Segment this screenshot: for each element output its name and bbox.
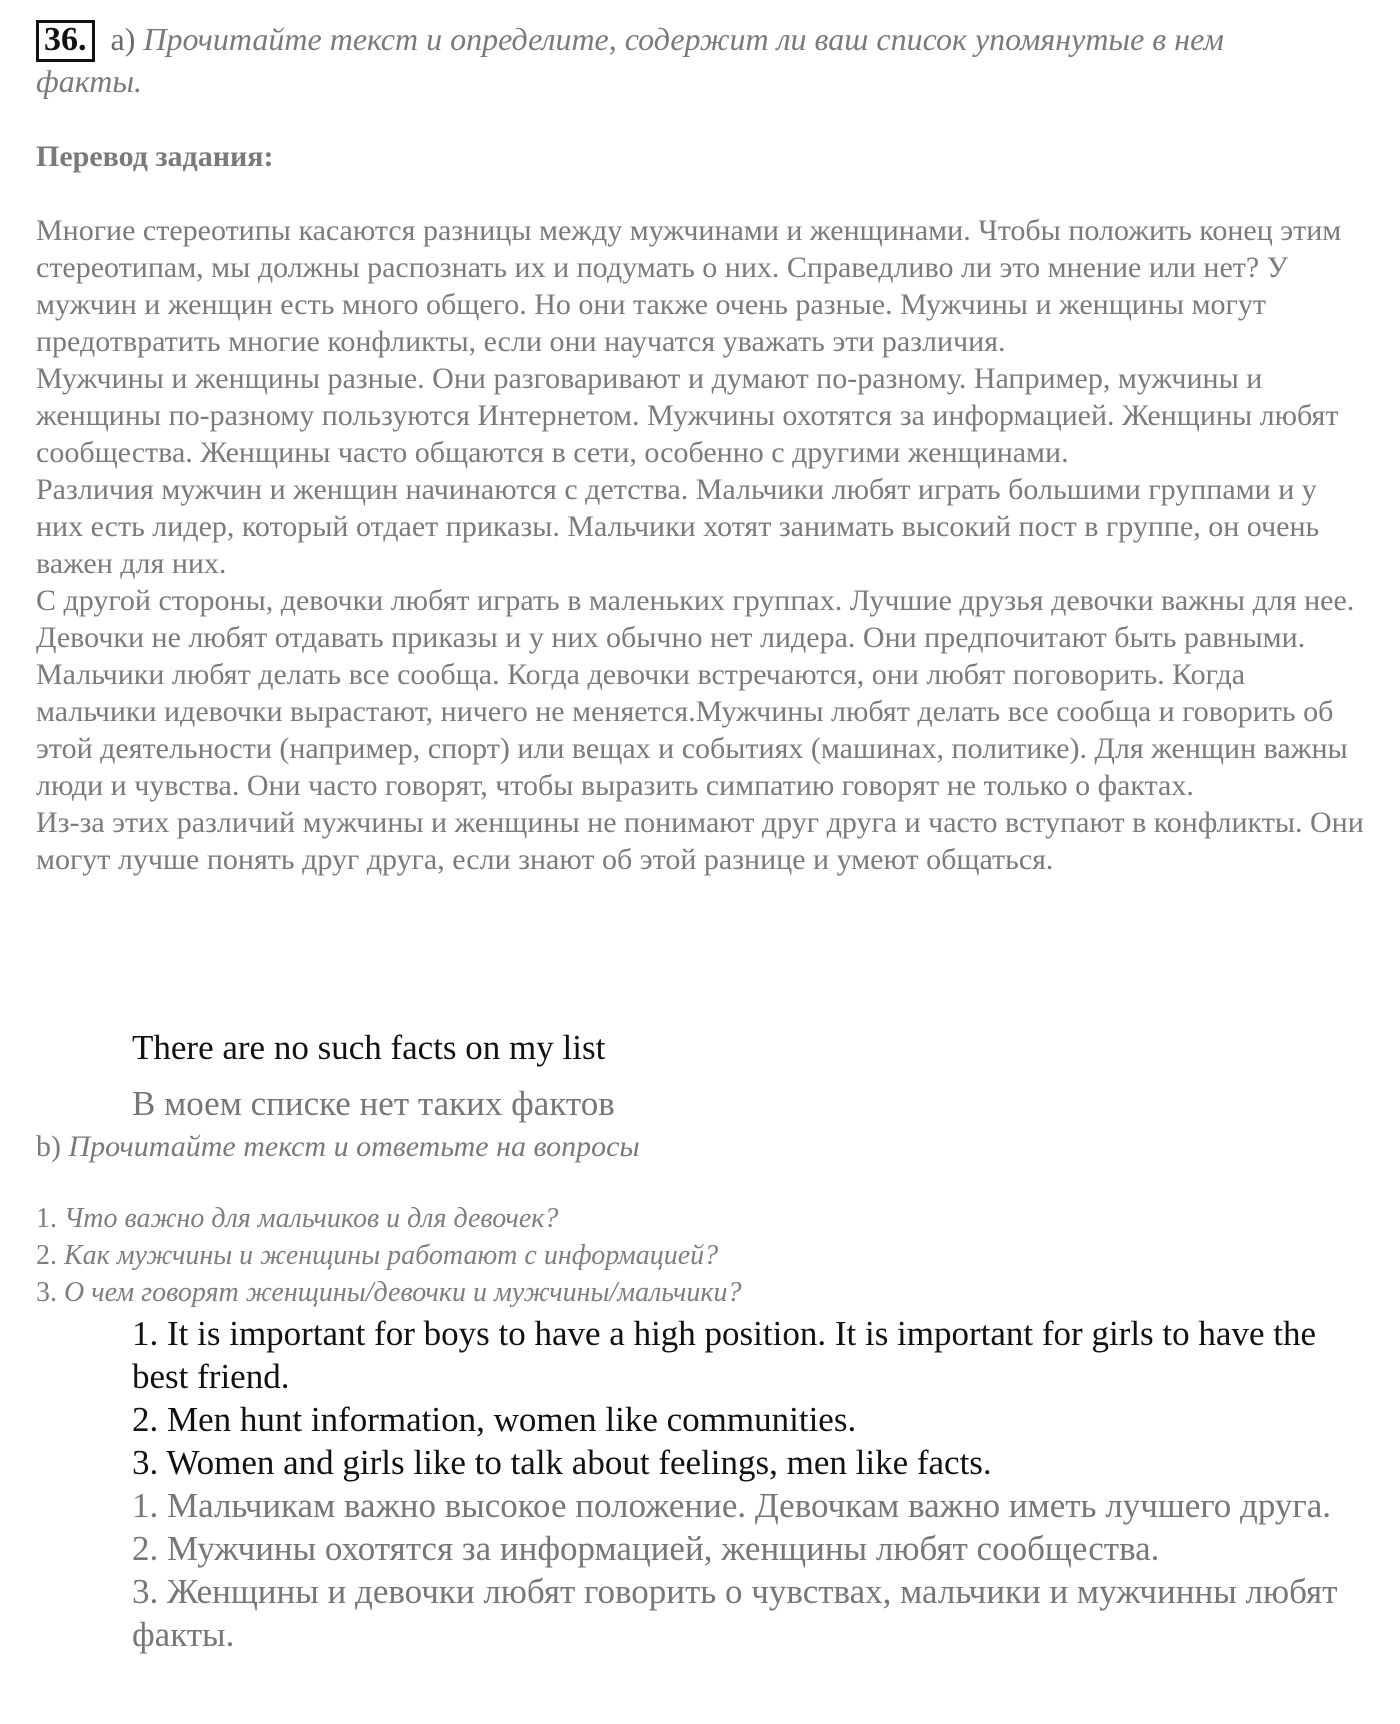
answer-item: 3. Женщины и девочки любят говорить о чувствах, мальчики и мужчинны любят факты. [132, 1572, 1338, 1654]
paragraph: Мужчины и женщины разные. Они разговаривают и думают по-разному. Например, мужчины и женщины по-разному пользуются Интернетом. Мужчины охотятся за информацией. Женщины любят сообщества. Женщины часто общаются в сети, особенно с другими женщинами. [36, 362, 1339, 469]
part-b-header [36, 1130, 640, 1164]
answer-item: 2. Men hunt information, women like communities. [132, 1400, 857, 1439]
question-item [36, 1200, 741, 1237]
answer-a-russian: В моем списке нет таких фактов [132, 1084, 615, 1123]
question-item [36, 1274, 741, 1311]
question-number: 3. [36, 1277, 57, 1308]
task-header [36, 20, 1316, 100]
questions-list [36, 1200, 741, 1311]
question-text: Что важно для мальчиков и для девочек? [64, 1203, 559, 1234]
task-number-box: 36. [36, 20, 95, 62]
translation-text [36, 212, 1366, 878]
question-item [36, 1237, 741, 1274]
answer-a-english: There are no such facts on my list [132, 1028, 606, 1067]
answer-item: 2. Мужчины охотятся за информацией, женщины любят сообщества. [132, 1529, 1160, 1568]
paragraph: С другой стороны, девочки любят играть в маленьких группах. Лучшие друзья девочки важны для нее. Девочки не любят отдавать приказы и у них обычно нет лидера. Они предпочитают быть равными. Мальчики любят делать все сообща. Когда девочки встречаются, они любят поговорить. Когда мальчики идевочки вырастают, ничего не меняется.Мужчины любят делать все сообща и говорить об этой деятельности (например, спорт) или вещах и событиях (машинах, политике). Для женщин важны люди и чувства. Они часто говорят, чтобы выразить симпатию говорят не только о фактах. [36, 584, 1355, 802]
part-a-instruction: Прочитайте текст и определите, содержит ли ваш список упомянутые в нем факты. [36, 21, 1224, 99]
answer-item: 1. It is important for boys to have a high position. It is important for girls to have the best friend. [132, 1314, 1316, 1396]
answer-item: 1. Мальчикам важно высокое положение. Девочкам важно иметь лучшего друга. [132, 1486, 1332, 1525]
part-b-instruction: Прочитайте текст и ответьте на вопросы [68, 1130, 640, 1163]
part-b-letter: b) [36, 1130, 61, 1163]
question-text: О чем говорят женщины/девочки и мужчины/мальчики? [64, 1277, 742, 1308]
paragraph: Различия мужчин и женщин начинаются с детства. Мальчики любят играть большими группами и у них есть лидер, который отдает приказы. Мальчики хотят занимать высокий пост в группе, он очень важен для них. [36, 473, 1320, 580]
answer-item: 3. Women and girls like to talk about feelings, men like facts. [132, 1443, 992, 1482]
paragraph: Из-за этих различий мужчины и женщины не понимают друг друга и часто вступают в конфликты. Они могут лучше понять друг друга, если знают об этой разнице и умеют общаться. [36, 806, 1364, 876]
question-number: 2. [36, 1240, 57, 1271]
answers-russian [132, 1484, 1352, 1656]
paragraph: Многие стереотипы касаются разницы между мужчинами и женщинами. Чтобы положить конец этим стереотипам, мы должны распознать их и подумать о них. Справедливо ли это мнение или нет? У мужчин и женщин есть много общего. Но они также очень разные. Мужчины и женщины могут предотвратить многие конфликты, если они научатся уважать эти различия. [36, 214, 1342, 358]
question-text: Как мужчины и женщины работают с информацией? [64, 1240, 719, 1271]
translation-subheading: Перевод задания: [36, 140, 274, 173]
answers-english [132, 1312, 1362, 1484]
question-number: 1. [36, 1203, 57, 1234]
part-a-letter: a) [110, 21, 136, 57]
